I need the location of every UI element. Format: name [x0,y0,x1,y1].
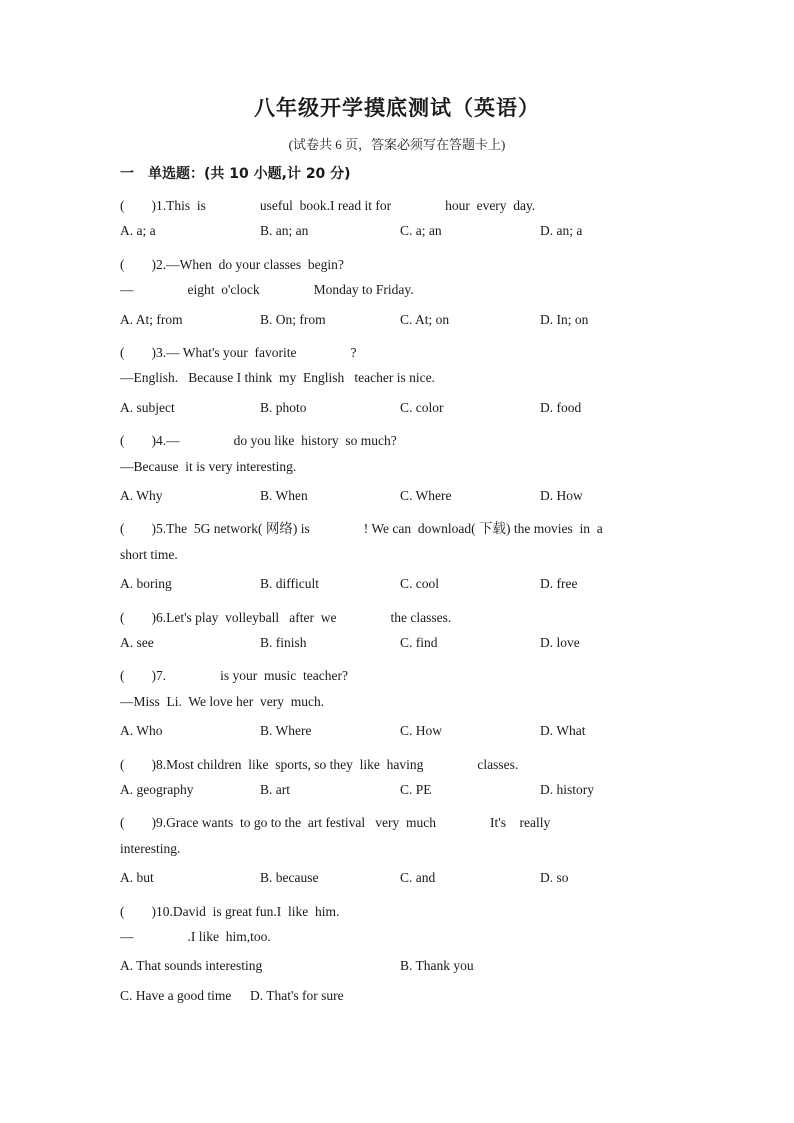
answer-option: A. Who [120,723,163,739]
answer-option: C. PE [400,782,432,797]
answer-option: B. difficult [260,576,319,592]
answer-option: C. and [400,870,436,886]
answer-option: C. Have a good time [120,987,232,1003]
question-line: interesting. [120,840,181,856]
answer-option: C. How [400,723,443,739]
answer-option: B. photo [260,399,307,415]
question-stem: ( )8.Most children like sports, so they like having classes. [120,756,519,772]
question-line: —English. Because I think my English teacher is nice. [120,370,435,386]
answer-option: D. history [540,782,594,797]
page-subtitle: (试卷共 6 页，答案必须写在答题卡上) [288,137,506,152]
answer-option: C. cool [400,576,439,592]
answer-option: C. color [400,399,444,415]
answer-option: A. boring [120,576,172,592]
question-line: —Because it is very interesting. [120,458,297,474]
answer-option: B. finish [260,635,307,650]
answer-option: D. food [540,399,582,415]
answer-option: A. but [120,870,154,886]
answer-option: D. In; on [540,311,589,327]
question-stem: ( )9.Grace wants to go to the art festival very much It's really [120,815,551,831]
question-line: — eight o'clock Monday to Friday. [120,282,414,298]
question-line: —Miss Li. We love her very much. [120,693,325,709]
question-line: — .I like him,too. [120,929,271,944]
answer-option: B. an; an [260,223,309,239]
answer-option: B. because [260,870,319,886]
answer-option: D. free [540,576,578,592]
answer-option: D. That's for sure [250,987,344,1003]
answer-option: A. Why [120,488,163,503]
question-stem: ( )10.David is great fun.I like him. [120,903,340,919]
answer-option: D. so [540,870,569,886]
answer-option: B. art [260,782,290,797]
answer-option: C. a; an [400,223,442,239]
answer-option: A. geography [120,782,194,797]
answer-option: A. That sounds interesting [120,958,263,974]
answer-option: B. Where [260,723,312,739]
answer-option: D. an; a [540,223,583,239]
answer-option: B. Thank you [400,958,474,974]
question-stem: ( )1.This is useful book.I read it for hour every day. [120,198,536,213]
answer-option: A. a; a [120,223,156,239]
question-stem: ( )5.The 5G network( 网络) is ! We can download( 下载) the movies in a [120,521,603,537]
answer-option: D. What [540,723,586,739]
question-stem: ( )2.—When do your classes begin? [120,256,344,272]
question-line: short time. [120,546,178,562]
answer-option: C. find [400,635,438,650]
answer-option: B. When [260,488,308,503]
answer-option: A. At; from [120,311,183,327]
page-title: 八年级开学摸底测试（英语） [254,96,540,120]
section-heading: 一 单选题：(共 10 小题,计 20 分) [120,166,351,182]
answer-option: D. love [540,635,580,650]
question-stem: ( )3.— What's your favorite ? [120,345,357,360]
question-stem: ( )7. is your music teacher? [120,668,348,684]
answer-option: A. subject [120,399,175,415]
answer-option: D. How [540,488,583,503]
answer-option: B. On; from [260,311,326,327]
question-stem: ( )6.Let's play volleyball after we the classes. [120,609,452,625]
answer-option: C. Where [400,488,452,503]
answer-option: A. see [120,635,154,650]
question-stem: ( )4.— do you like history so much? [120,433,397,449]
answer-option: C. At; on [400,311,450,327]
